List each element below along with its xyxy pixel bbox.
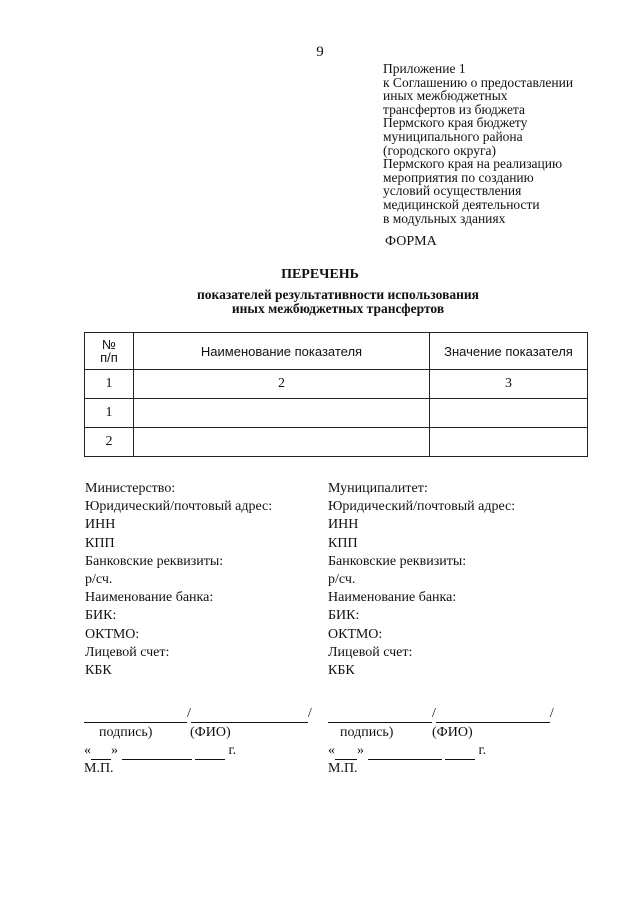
form-label: ФОРМА xyxy=(385,234,437,249)
right-date-line xyxy=(328,742,486,760)
table-row xyxy=(85,370,588,399)
table-cell xyxy=(430,428,588,457)
appendix-line: мероприятия по созданию xyxy=(383,169,534,185)
left-fio-label: (ФИО) xyxy=(190,725,231,740)
detail-line: КБК xyxy=(328,663,355,679)
year-suffix: г. xyxy=(228,743,237,758)
detail-line: Юридический/почтовый адрес: xyxy=(85,499,273,515)
left-signature-label: подпись) xyxy=(99,725,153,740)
detail-line: ИНН xyxy=(328,517,359,533)
detail-line: Министерство: xyxy=(85,481,176,496)
indicators-table xyxy=(84,332,588,457)
appendix-line: трансфертов из бюджета xyxy=(383,101,525,117)
header-value: Значение показателя xyxy=(430,333,588,370)
detail-line: КПП xyxy=(85,535,115,551)
left-signature-line xyxy=(84,705,312,723)
ministry-details xyxy=(85,480,272,680)
detail-line: КПП xyxy=(328,535,358,551)
table-row xyxy=(85,428,588,457)
year-suffix: г. xyxy=(478,743,487,758)
page-number: 9 xyxy=(316,44,324,60)
appendix-line: Пермского края на реализацию xyxy=(383,156,563,172)
quote-close: » xyxy=(111,743,118,758)
day-blank xyxy=(335,745,357,760)
fio-blank xyxy=(191,708,308,723)
document-title: ПЕРЕЧЕНЬ xyxy=(281,267,359,282)
fio-blank xyxy=(436,708,550,723)
appendix-line: Приложение 1 xyxy=(383,61,466,76)
slash: / xyxy=(187,706,191,721)
detail-line: Банковские реквизиты: xyxy=(85,553,224,569)
header-number-line1: № xyxy=(102,337,116,352)
appendix-line: иных межбюджетных xyxy=(383,88,508,104)
table-cell: 2 xyxy=(85,428,134,457)
quote-open: « xyxy=(84,743,91,758)
appendix-line: Пермского края бюджету xyxy=(383,115,528,131)
appendix-line: муниципального района xyxy=(383,128,523,144)
detail-line: ОКТМО: xyxy=(328,626,383,642)
table-row xyxy=(85,399,588,428)
appendix-line: в модульных зданиях xyxy=(383,210,506,226)
header-number-line2: п/п xyxy=(100,350,118,365)
appendix-note xyxy=(383,62,623,225)
header-name: Наименование показателя xyxy=(134,333,430,370)
subtitle-line-1: показателей результативности использования xyxy=(197,287,479,302)
detail-line: Юридический/почтовый адрес: xyxy=(328,499,516,515)
right-signature-label: подпись) xyxy=(340,725,394,740)
right-signature-line xyxy=(328,705,554,723)
subtitle-line-2: иных межбюджетных трансфертов xyxy=(231,301,445,316)
municipality-details xyxy=(328,480,515,680)
document-subtitle xyxy=(0,288,640,316)
quote-open: « xyxy=(328,743,335,758)
detail-line: ИНН xyxy=(85,517,116,533)
detail-line: р/сч. xyxy=(85,572,113,588)
detail-line: БИК: xyxy=(85,608,117,624)
detail-line: р/сч. xyxy=(328,572,356,588)
year-blank xyxy=(195,745,225,760)
table-cell xyxy=(134,428,430,457)
month-blank xyxy=(368,745,442,760)
table-cell: 2 xyxy=(134,370,430,399)
month-blank xyxy=(122,745,192,760)
table-header-row xyxy=(85,333,588,370)
slash: / xyxy=(307,706,312,721)
detail-line: КБК xyxy=(85,663,112,679)
detail-line: Наименование банка: xyxy=(328,590,457,606)
appendix-line: (городского округа) xyxy=(383,142,497,158)
slash: / xyxy=(432,706,436,721)
detail-line: Банковские реквизиты: xyxy=(328,553,467,569)
table-cell: 1 xyxy=(85,399,134,428)
appendix-line: условий осуществления xyxy=(383,183,522,199)
detail-line: Лицевой счет: xyxy=(85,644,170,660)
slash: / xyxy=(549,706,554,721)
signature-blank xyxy=(328,708,432,723)
appendix-line: медицинской деятельности xyxy=(383,196,540,212)
year-blank xyxy=(445,745,475,760)
header-number xyxy=(85,333,134,370)
right-stamp: М.П. xyxy=(328,761,358,776)
left-stamp: М.П. xyxy=(84,761,114,776)
table-cell xyxy=(134,399,430,428)
appendix-line: к Соглашению о предоставлении xyxy=(383,74,574,90)
quote-close: » xyxy=(357,743,364,758)
detail-line: ОКТМО: xyxy=(85,626,140,642)
right-fio-label: (ФИО) xyxy=(432,725,473,740)
detail-line: Муниципалитет: xyxy=(328,481,428,496)
table-cell: 3 xyxy=(430,370,588,399)
signature-blank xyxy=(84,708,187,723)
left-date-line xyxy=(84,742,236,760)
table-cell: 1 xyxy=(85,370,134,399)
table-cell xyxy=(430,399,588,428)
day-blank xyxy=(91,745,111,760)
detail-line: Лицевой счет: xyxy=(328,644,413,660)
detail-line: БИК: xyxy=(328,608,360,624)
detail-line: Наименование банка: xyxy=(85,590,214,606)
